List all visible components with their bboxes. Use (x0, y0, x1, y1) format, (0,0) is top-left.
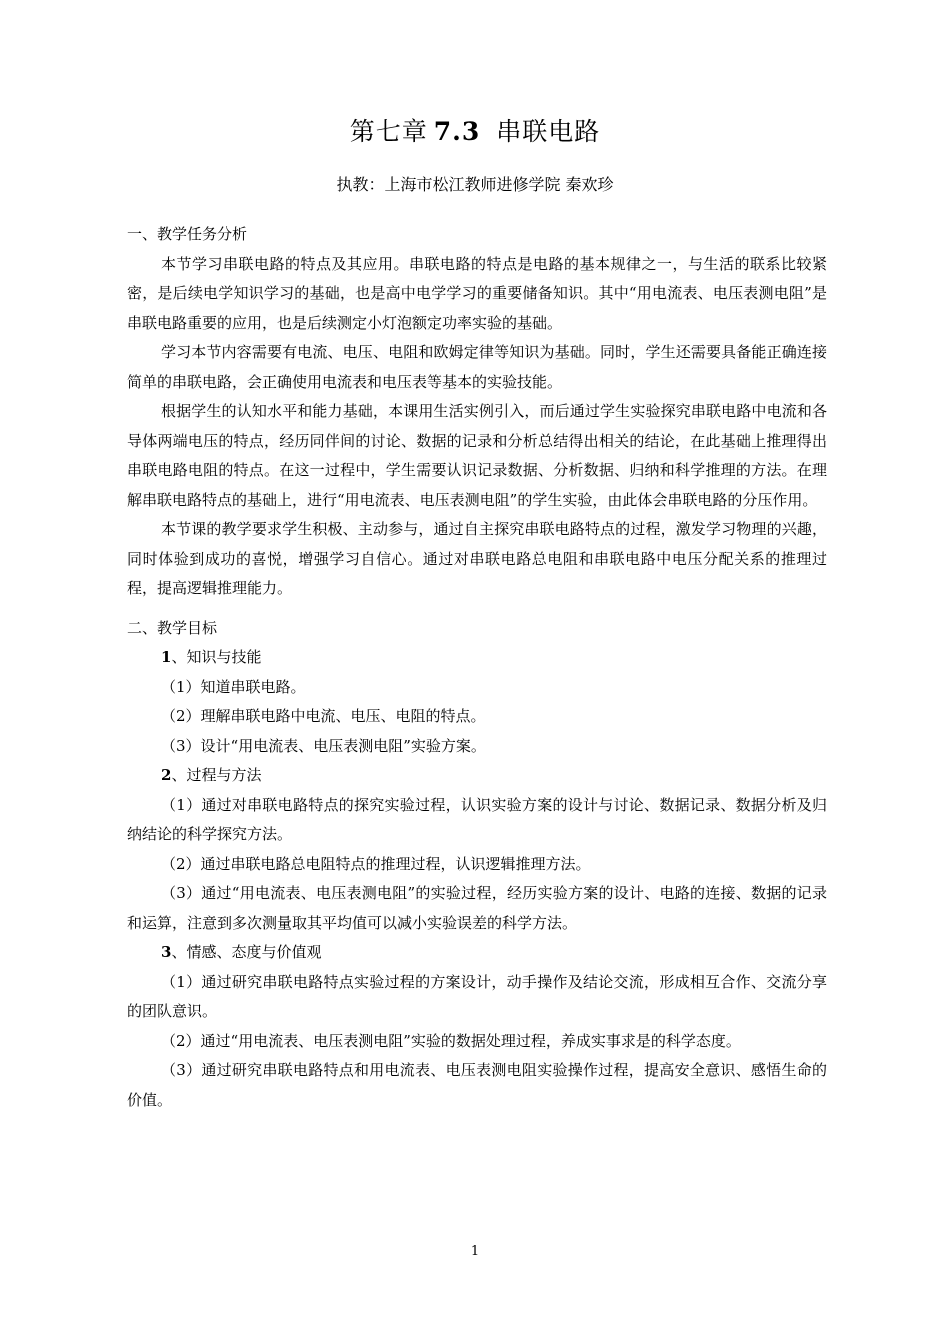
page-number: 1 (470, 1244, 480, 1259)
author-line: 执教：上海市松江教师进修学院 秦欢珍 (336, 175, 614, 194)
objective-item: （2）理解串联电路中电流、电压、电阻的特点。 (161, 707, 486, 725)
paragraph: 学习本节内容需要有电流、电压、电阻和欧姆定律等知识为基础。同时，学生还需要具备能正确连接简单的串联电路，会正确使用电流表和电压表等基本的实验技能。 (127, 343, 827, 391)
section-heading-analysis: 一、教学任务分析 (127, 225, 248, 243)
objective-item: （1）知道串联电路。 (161, 677, 306, 696)
objective-item: （3）通过“用电流表、电压表测电阻”的实验过程，经历实验方案的设计、电路的连接、数据的记录和运算，注意到多次测量取其平均值可以减小实验误差的科学方法。 (127, 884, 827, 932)
objective-group-heading (127, 643, 827, 673)
group-number: 1 (161, 648, 172, 666)
paragraph: 本节学习串联电路的特点及其应用。串联电路的特点是电路的基本规律之一，与生活的联系比较紧密，是后续电学知识学习的基础，也是高中电学学习的重要储备知识。其中“用电流表、电压表测电阻”是串联电路重要的应用，也是后续测定小灯泡额定功率实验的基础。 (127, 254, 827, 332)
group-label: 、情感、态度与价值观 (171, 943, 322, 961)
page-title (0, 112, 950, 148)
objective-item: （3）通过研究串联电路特点和用电流表、电压表测电阻实验操作过程，提高安全意识、感悟生命的价值。 (127, 1061, 827, 1109)
paragraph: 本节课的教学要求学生积极、主动参与，通过自主探究串联电路特点的过程，激发学习物理的兴趣，同时体验到成功的喜悦，增强学习自信心。通过对串联电路总电阻和串联电路中电压分配关系的推理过程，提高逻辑推理能力。 (127, 520, 827, 597)
section-number: 7.3 (433, 117, 481, 146)
objective-group-heading (127, 761, 827, 791)
objective-group-heading (127, 938, 827, 968)
section-heading-objectives: 二、教学目标 (127, 618, 218, 637)
objective-item: （1）通过研究串联电路特点实验过程的方案设计，动手操作及结论交流，形成相互合作、交流分享的团队意识。 (127, 972, 827, 1020)
group-number: 2 (161, 766, 172, 784)
group-number: 3 (161, 943, 172, 961)
document-body (127, 220, 827, 1115)
objective-item: （2）通过“用电流表、电压表测电阻”实验的数据处理过程，养成实事求是的科学态度。 (161, 1031, 741, 1050)
paragraph: 根据学生的认知水平和能力基础，本课用生活实例引入，而后通过学生实验探究串联电路中电流和各导体两端电压的特点，经历同伴间的讨论、数据的记录和分析总结得出相关的结论，在此基础上推理得出串联电路电阻的特点。在这一过程中，学生需要认识记录数据、分析数据、归纳和科学推理的方法。在理解串联电路特点的基础上，进行“用电流表、电压表测电阻”的学生实验，由此体会串联电路的分压作用。 (127, 402, 827, 509)
section-name: 串联电路 (496, 117, 601, 146)
objective-item: （3）设计“用电流表、电压表测电阻”实验方案。 (161, 736, 486, 755)
objective-item: （1）通过对串联电路特点的探究实验过程，认识实验方案的设计与讨论、数据记录、数据分析及归纳结论的科学探究方法。 (127, 795, 827, 843)
chapter-label: 第七章 (349, 117, 428, 146)
objective-item: （2）通过串联电路总电阻特点的推理过程，认识逻辑推理方法。 (161, 854, 591, 873)
group-label: 、知识与技能 (171, 648, 262, 666)
group-label: 、过程与方法 (171, 766, 262, 784)
